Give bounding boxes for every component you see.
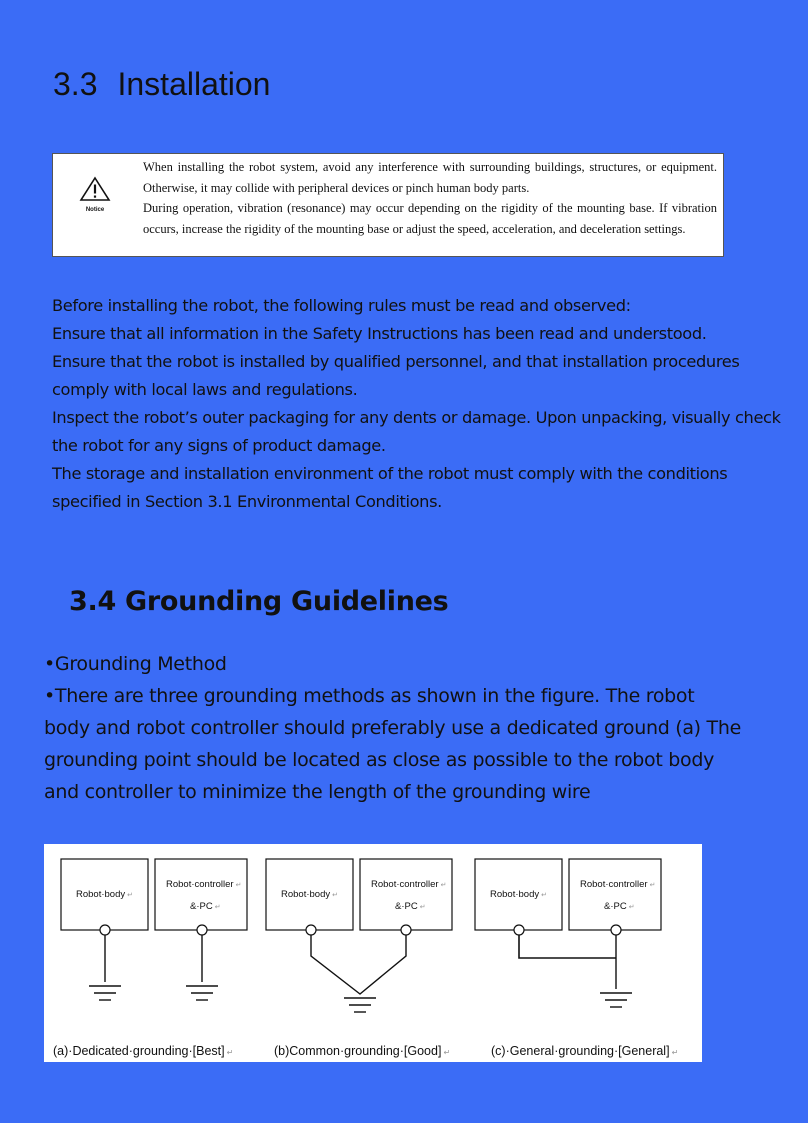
controller-label: Robot·controller ↵ xyxy=(371,879,447,890)
ground-point xyxy=(611,925,621,935)
grounding-bullets xyxy=(44,648,744,808)
bullet-item: •Grounding Method xyxy=(44,653,227,675)
robot-body-label: Robot·body ↵ xyxy=(76,889,133,900)
notice-box xyxy=(52,153,724,257)
ground-symbol-icon xyxy=(186,986,218,1000)
grounding-title: 3.4 Grounding Guidelines xyxy=(69,586,449,617)
ground-symbol-icon xyxy=(344,998,376,1012)
notice-paragraph: During operation, vibration (resonance) may occur depending on the rigidity of the mounting base. If vibration occurs, increase the rigidity of the mounting base or adjust the speed, acceleration, and deceleration settings. xyxy=(143,201,717,236)
installation-rules xyxy=(52,292,792,516)
controller-label: Robot·controller ↵ xyxy=(166,879,242,890)
robot-body-label: Robot·body ↵ xyxy=(281,889,338,900)
ground-point xyxy=(100,925,110,935)
rule-line: Inspect the robot’s outer packaging for any dents or damage. Upon unpacking, visually check the robot for any signs of product damage. xyxy=(52,408,781,455)
ground-symbol-icon xyxy=(600,993,632,1007)
diagram-dedicated xyxy=(53,859,247,1058)
rule-line: Ensure that the robot is installed by qualified personnel, and that installation procedures comply with local laws and regulations. xyxy=(52,352,740,399)
notice-paragraph: When installing the robot system, avoid any interference with surrounding buildings, structures, or equipment. Otherwise, it may collide with peripheral devices or pinch human body parts. xyxy=(143,160,717,195)
notice-text xyxy=(143,157,717,239)
section-title: Installation xyxy=(117,66,271,102)
controller-box xyxy=(360,859,452,930)
section-heading xyxy=(53,66,270,103)
controller-label: &·PC ↵ xyxy=(190,901,221,912)
ground-point xyxy=(306,925,316,935)
controller-label: Robot·controller ↵ xyxy=(580,879,656,890)
caption-b: (b)Common·grounding·[Good] ↵ xyxy=(274,1044,451,1058)
ground-symbol-icon xyxy=(89,986,121,1000)
controller-label: &·PC ↵ xyxy=(395,901,426,912)
notice-badge xyxy=(75,176,115,213)
rule-line: The storage and installation environment of the robot must comply with the conditions specified in Section 3.1 Environmental Conditions. xyxy=(52,464,728,511)
rule-line: Before installing the robot, the following rules must be read and observed: xyxy=(52,296,631,315)
rule-line: Ensure that all information in the Safety Instructions has been read and understood. xyxy=(52,324,707,343)
robot-body-label: Robot·body ↵ xyxy=(490,889,547,900)
bullet-item: •There are three grounding methods as shown in the figure. The robot body and robot controller should preferably use a dedicated ground (a) The grounding point should be located as close as possible to the robot body and controller to minimize the length of the grounding wire xyxy=(44,685,741,803)
caption-c: (c)·General·grounding·[General] ↵ xyxy=(491,1044,679,1058)
ground-point xyxy=(197,925,207,935)
warning-triangle-icon xyxy=(79,176,111,202)
controller-label: &·PC ↵ xyxy=(604,901,635,912)
controller-box xyxy=(155,859,247,930)
diagram-common xyxy=(266,859,452,1058)
ground-point xyxy=(514,925,524,935)
caption-a: (a)·Dedicated·grounding·[Best] ↵ xyxy=(53,1044,234,1058)
notice-label: Notice xyxy=(85,207,105,213)
section-number: 3.3 xyxy=(53,66,98,102)
controller-box xyxy=(569,859,661,930)
diagram-general xyxy=(475,859,678,1058)
grounding-figure xyxy=(44,844,702,1062)
ground-point xyxy=(401,925,411,935)
